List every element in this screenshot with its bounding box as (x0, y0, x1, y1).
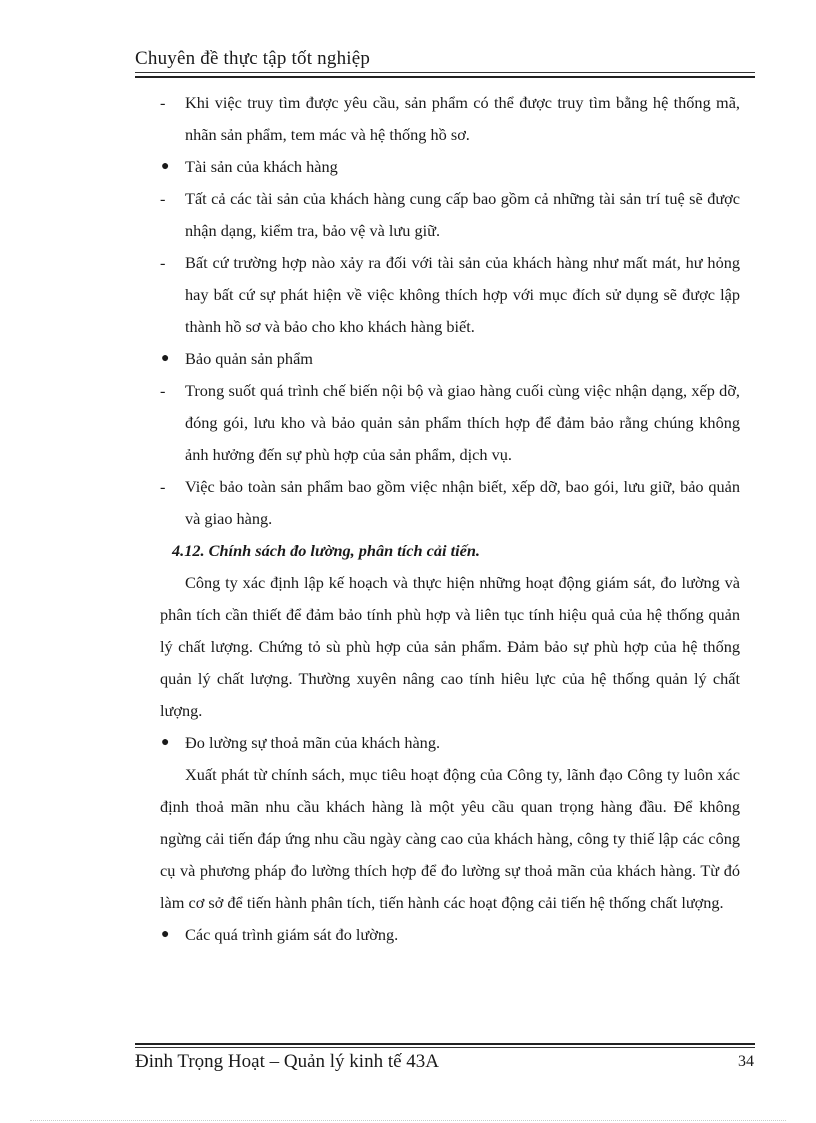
list-item-text: Bất cứ trường hợp nào xảy ra đối với tài sản của khách hàng như mất mát, hư hỏng hay bất cứ sự phát hiện về việc không thích hợp với mục đích sử dụng sẽ được lập thành hồ sơ và bảo cho kho khách hàng biết. (185, 253, 740, 336)
section-heading: 4.12. Chính sách đo lường, phân tích cải tiến. (172, 541, 481, 560)
list-item-text: Việc bảo toàn sản phẩm bao gồm việc nhận biết, xếp dỡ, bao gói, lưu giữ, bảo quản và giao hàng. (185, 477, 740, 528)
list-item-text: Các quá trình giám sát đo lường. (185, 925, 399, 944)
bullet-icon: ● (161, 159, 170, 174)
list-item-text: Khi việc truy tìm được yêu cầu, sản phẩm có thể được truy tìm bằng hệ thống mã, nhãn sản phẩm, tem mác và hệ thống hồ sơ. (185, 93, 740, 144)
footer-author: Đinh Trọng Hoạt – Quản lý kinh tế 43A (135, 1051, 439, 1072)
list-item-bullet (160, 151, 740, 183)
page-header-title: Chuyên đề thực tập tốt nghiệp (135, 48, 371, 69)
header-rule-bottom (135, 76, 755, 78)
list-item-bullet (160, 727, 740, 759)
list-item-dash (160, 247, 740, 343)
bullet-icon: ● (161, 927, 170, 942)
header-rule-top (135, 72, 755, 73)
list-item-dash (160, 375, 740, 471)
body-paragraph: Xuất phát từ chính sách, mục tiêu hoạt động của Công ty, lãnh đạo Công ty luôn xác định thoả mãn nhu cầu khách hàng là một yêu cầu quan trọng hàng đầu. Để không ngừng cải tiến đáp ứng nhu cầu ngày càng cao của khách hàng, công ty thiế lập các công cụ và phương pháp đo lường thích hợp để đo lường sự thoả mãn của khách hàng. Từ đó làm cơ sở để tiến hành phân tích, tiến hành các hoạt động cải tiến hệ thống chất lượng. (160, 765, 740, 912)
list-item-text: Tài sản của khách hàng (185, 157, 338, 176)
page-number: 34 (738, 1053, 754, 1070)
dash-marker: - (160, 93, 166, 112)
page-edge-divider (30, 1120, 786, 1121)
list-item-text: Bảo quản sản phẩm (185, 349, 313, 368)
list-item-text: Trong suốt quá trình chế biến nội bộ và giao hàng cuối cùng việc nhận dạng, xếp dỡ, đóng gói, lưu kho và bảo quản sản phẩm thích hợp để đảm bảo rằng chúng không ảnh hưởng đến sự phù hợp của sản phẩm, dịch vụ. (185, 381, 740, 464)
list-item-text: Tất cả các tài sản của khách hàng cung cấp bao gồm cả những tài sản trí tuệ sẽ được nhận dạng, kiểm tra, bảo vệ và lưu giữ. (185, 189, 740, 240)
dash-marker: - (160, 381, 166, 400)
list-item-text: Đo lường sự thoả mãn của khách hàng. (185, 733, 441, 752)
body-paragraph: Công ty xác định lập kế hoạch và thực hiện những hoạt động giám sát, đo lường và phân tích cần thiết để đảm bảo tính phù hợp và liên tục tính hiệu quả của hệ thống quản lý chất lượng. Chứng tỏ sù phù hợp của sản phẩm. Đảm bảo sự phù hợp của hệ thống quản lý chất lượng. Thường xuyên nâng cao tính hiêu lực của hệ thống quản lý chất lượng. (160, 573, 740, 720)
list-item-bullet (160, 343, 740, 375)
bullet-icon: ● (161, 351, 170, 366)
dash-marker: - (160, 253, 166, 272)
list-item-dash (160, 183, 740, 247)
dash-marker: - (160, 189, 166, 208)
document-body (160, 87, 740, 951)
dash-marker: - (160, 477, 166, 496)
list-item-dash (160, 471, 740, 535)
bullet-icon: ● (161, 735, 170, 750)
footer-rule-top (135, 1043, 755, 1045)
list-item-dash (160, 87, 740, 151)
list-item-bullet (160, 919, 740, 951)
footer-rule-bottom (135, 1047, 755, 1048)
